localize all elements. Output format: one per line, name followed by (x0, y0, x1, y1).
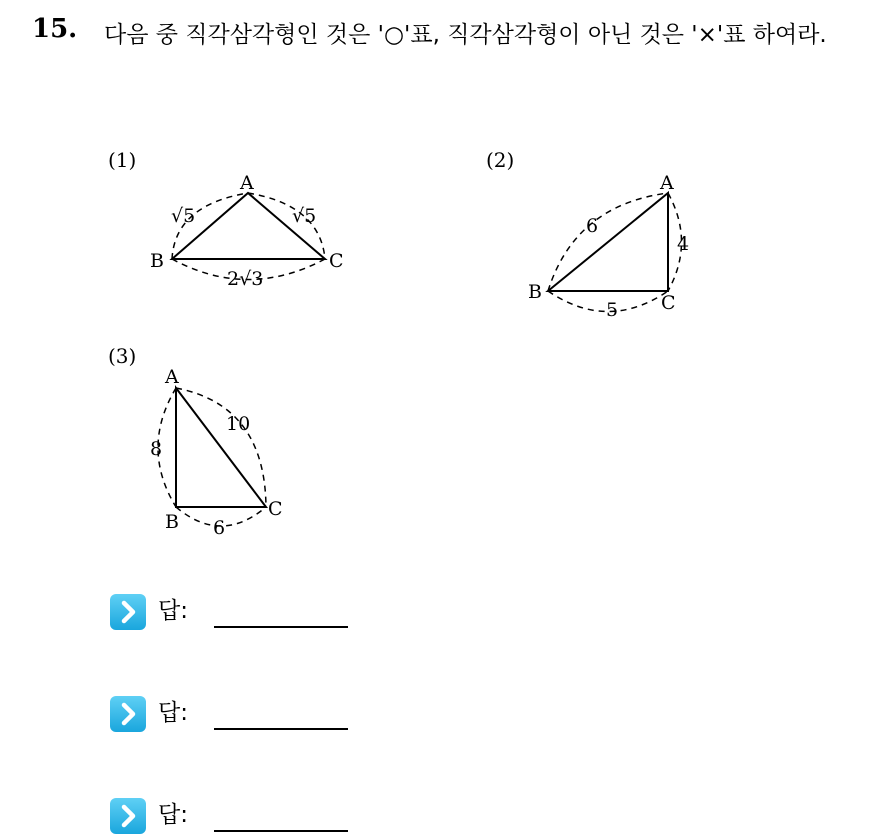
triangle-3-vertex-b: B (165, 511, 179, 533)
triangle-3-side-ab: 8 (150, 438, 163, 460)
answer-blank[interactable] (214, 728, 348, 730)
triangle-2-vertex-b: B (528, 281, 542, 303)
figure-1-label: (1) (108, 148, 137, 172)
triangle-3-vertex-a: A (165, 366, 179, 388)
triangle-2 (528, 172, 689, 321)
triangle-2-side-bc: 5 (606, 299, 619, 321)
question-number: 15. (32, 14, 78, 44)
answer-row-3 (110, 796, 370, 836)
triangle-3-vertex-c: C (268, 498, 283, 520)
triangle-1-side-ab: √5 (171, 205, 196, 227)
triangle-1-vertex-c: C (329, 250, 344, 272)
answer-row-1 (110, 592, 370, 632)
triangle-2-vertex-a: A (660, 172, 674, 194)
triangle-1-vertex-a: A (240, 172, 254, 194)
triangle-3-side-bc: 6 (213, 517, 226, 539)
triangle-1 (150, 172, 344, 290)
triangle-2-vertex-c: C (661, 292, 676, 314)
triangle-1-side-ac: √5 (292, 205, 317, 227)
answer-blank[interactable] (214, 830, 348, 832)
chevron-right-icon (110, 798, 146, 834)
triangle-1-vertex-b: B (150, 250, 164, 272)
figure-2-label: (2) (486, 148, 515, 172)
triangle-2-side-ab: 6 (586, 215, 599, 237)
triangle-1-side-bc: 2√3 (227, 268, 264, 290)
answer-row-2 (110, 694, 370, 734)
answer-label: 답: (158, 700, 188, 726)
triangle-3 (150, 366, 283, 539)
chevron-right-icon (110, 594, 146, 630)
chevron-right-icon (110, 696, 146, 732)
triangle-3-side-ac: 10 (226, 413, 251, 435)
triangle-2-side-ac: 4 (677, 233, 690, 255)
answer-blank[interactable] (214, 626, 348, 628)
answer-label: 답: (158, 598, 188, 624)
answer-label: 답: (158, 802, 188, 828)
figure-3-label: (3) (108, 344, 137, 368)
question-text: 다음 중 직각삼각형인 것은 '○'표, 직각삼각형이 아닌 것은 '×'표 하여라. (104, 22, 827, 48)
